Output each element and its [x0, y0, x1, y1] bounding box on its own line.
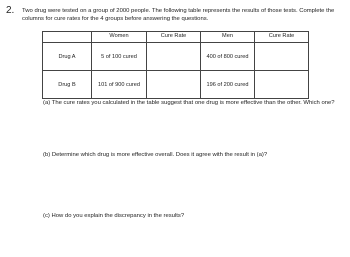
- drug-a-women-cure-rate-cell[interactable]: [147, 43, 201, 71]
- results-table: [42, 31, 309, 99]
- question-number: 2.: [6, 5, 15, 16]
- table-row: [43, 43, 309, 71]
- drug-a-men-cell: 400 of 800 cured: [201, 43, 255, 71]
- drug-a-men-cure-rate-cell[interactable]: [255, 43, 309, 71]
- part-b-question: (b) Determine which drug is more effective overall. Does it agree with the result in (a)?: [43, 152, 268, 158]
- header-men-cure-rate: Cure Rate: [255, 32, 309, 43]
- drug-b-women-cell: 101 of 900 cured: [92, 71, 147, 99]
- header-women: Women: [92, 32, 147, 43]
- drug-b-women-cure-rate-cell[interactable]: [147, 71, 201, 99]
- drug-b-men-cell: 196 of 200 cured: [201, 71, 255, 99]
- header-women-cure-rate: Cure Rate: [147, 32, 201, 43]
- header-men: Men: [201, 32, 255, 43]
- part-a-question: (a) The cure rates you calculated in the table suggest that one drug is more effective than the other. Which one?: [43, 100, 335, 106]
- table-row: [43, 71, 309, 99]
- table-header-row: [43, 32, 309, 43]
- drug-a-women-cell: 5 of 100 cured: [92, 43, 147, 71]
- drug-b-men-cure-rate-cell[interactable]: [255, 71, 309, 99]
- question-intro: Two drug were tested on a group of 2000 people. The following table represents the results of those tests. Complete the columns for cure rates for the 4 groups before answering the questions.: [22, 8, 335, 22]
- row-label-drug-a: Drug A: [43, 43, 92, 71]
- header-empty: [43, 32, 92, 43]
- row-label-drug-b: Drug B: [43, 71, 92, 99]
- part-c-question: (c) How do you explain the discrepancy in the results?: [43, 213, 185, 219]
